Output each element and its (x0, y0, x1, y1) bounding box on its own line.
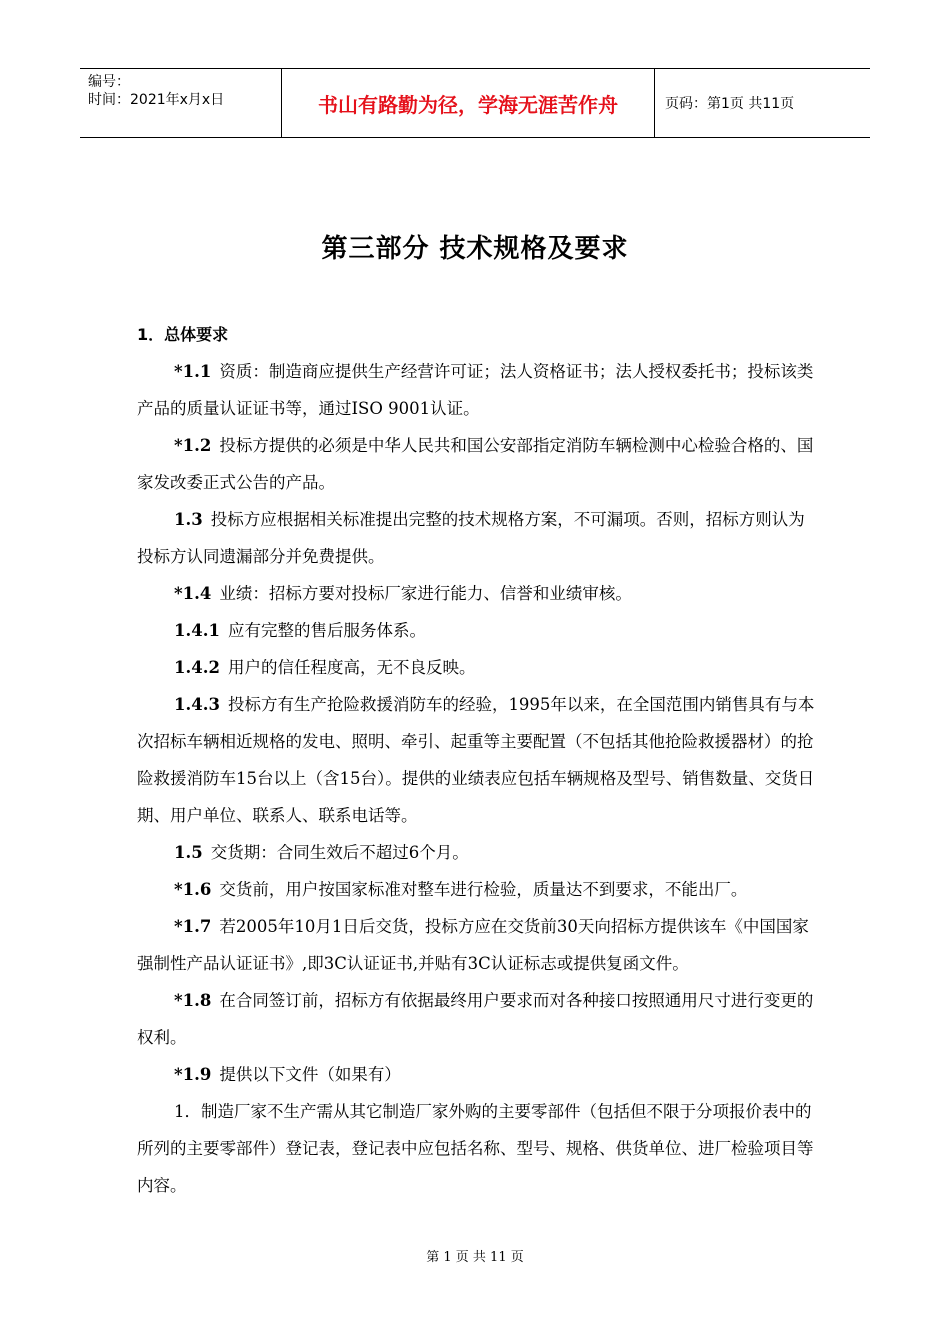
header-number-label: 编号： (88, 74, 130, 90)
clause-number: *1.4 (174, 584, 212, 603)
paragraph-1-2 (137, 427, 817, 501)
header-meta (80, 69, 282, 137)
paragraph-1-4-3 (137, 686, 817, 834)
clause-text: 投标方应根据相关标准提出完整的技术规格方案，不可漏项。否则，招标方则认为投标方认同遗漏部分并免费提供。 (137, 510, 805, 566)
clause-text: 投标方提供的必须是中华人民共和国公安部指定消防车辆检测中心检验合格的、国家发改委正式公告的产品。 (137, 436, 814, 492)
paragraph-1-4-1 (137, 612, 817, 649)
paragraph-1-8 (137, 982, 817, 1056)
page-footer: 第 1 页 共 11 页 (426, 1250, 524, 1265)
paragraph-1-9 (137, 1056, 817, 1093)
document-title: 第三部分 技术规格及要求 (321, 234, 629, 264)
clause-text: 用户的信任程度高，无不良反映。 (227, 658, 476, 677)
clause-number: 1.5 (174, 843, 203, 862)
clause-text: 资质：制造商应提供生产经营许可证；法人资格证书；法人授权委托书；投标该类产品的质量认证证书等，通过ISO 9001认证。 (137, 362, 814, 418)
clause-number: 1.4.2 (174, 658, 220, 677)
clause-text: 交货前，用户按国家标准对整车进行检验，质量达不到要求，不能出厂。 (219, 880, 748, 899)
paragraph-1-1 (137, 353, 817, 427)
paragraph-1-5 (137, 834, 817, 871)
clause-number: *1.6 (174, 880, 212, 899)
header-date: 时间：2021年x月x日 (88, 92, 225, 108)
section-heading: 1．总体要求 (137, 325, 229, 344)
clause-number: *1.9 (174, 1065, 212, 1084)
clause-number: 1.4.3 (174, 695, 220, 714)
paragraph-1-6 (137, 871, 817, 908)
clause-number: *1.8 (174, 991, 212, 1010)
clause-number: *1.7 (174, 917, 212, 936)
paragraph-list-item-1 (137, 1093, 817, 1204)
clause-text: 业绩：招标方要对投标厂家进行能力、信誉和业绩审核。 (219, 584, 632, 603)
page-header (80, 68, 870, 138)
paragraph-1-7 (137, 908, 817, 982)
header-motto: 书山有路勤为径，学海无涯苦作舟 (282, 69, 655, 137)
paragraph-1-4 (137, 575, 817, 612)
clause-text: 投标方有生产抢险救援消防车的经验，1995年以来，在全国范围内销售具有与本次招标车辆相近规格的发电、照明、牵引、起重等主要配置（不包括其他抢险救援器材）的抢险救援消防车15台以上（含15台）。提供的业绩表应包括车辆规格及型号、销售数量、交货日期、用户单位、联系人、联系电话等。 (137, 695, 815, 825)
clause-number: *1.2 (174, 436, 212, 455)
clause-number: *1.1 (174, 362, 212, 381)
clause-number: 1.4.1 (174, 621, 220, 640)
document-body (137, 316, 817, 1204)
clause-text: 若2005年10月1日后交货，投标方应在交货前30天向招标方提供该车《中国国家强制性产品认证证书》,即3C认证证书,并贴有3C认证标志或提供复函文件。 (137, 917, 809, 973)
clause-text: 交货期：合同生效后不超过6个月。 (210, 843, 469, 862)
paragraph-1-3 (137, 501, 817, 575)
paragraph-1-4-2 (137, 649, 817, 686)
clause-text: 1．制造厂家不生产需从其它制造厂家外购的主要零部件（包括但不限于分项报价表中的所列的主要零部件）登记表，登记表中应包括名称、型号、规格、供货单位、进厂检验项目等内容。 (137, 1102, 814, 1195)
header-page-info: 页码：第1页 共11页 (665, 96, 795, 112)
clause-text: 在合同签订前，招标方有依据最终用户要求而对各种接口按照通用尺寸进行变更的权利。 (137, 991, 814, 1047)
clause-number: 1.3 (174, 510, 203, 529)
clause-text: 应有完整的售后服务体系。 (227, 621, 426, 640)
clause-text: 提供以下文件（如果有） (219, 1065, 401, 1084)
